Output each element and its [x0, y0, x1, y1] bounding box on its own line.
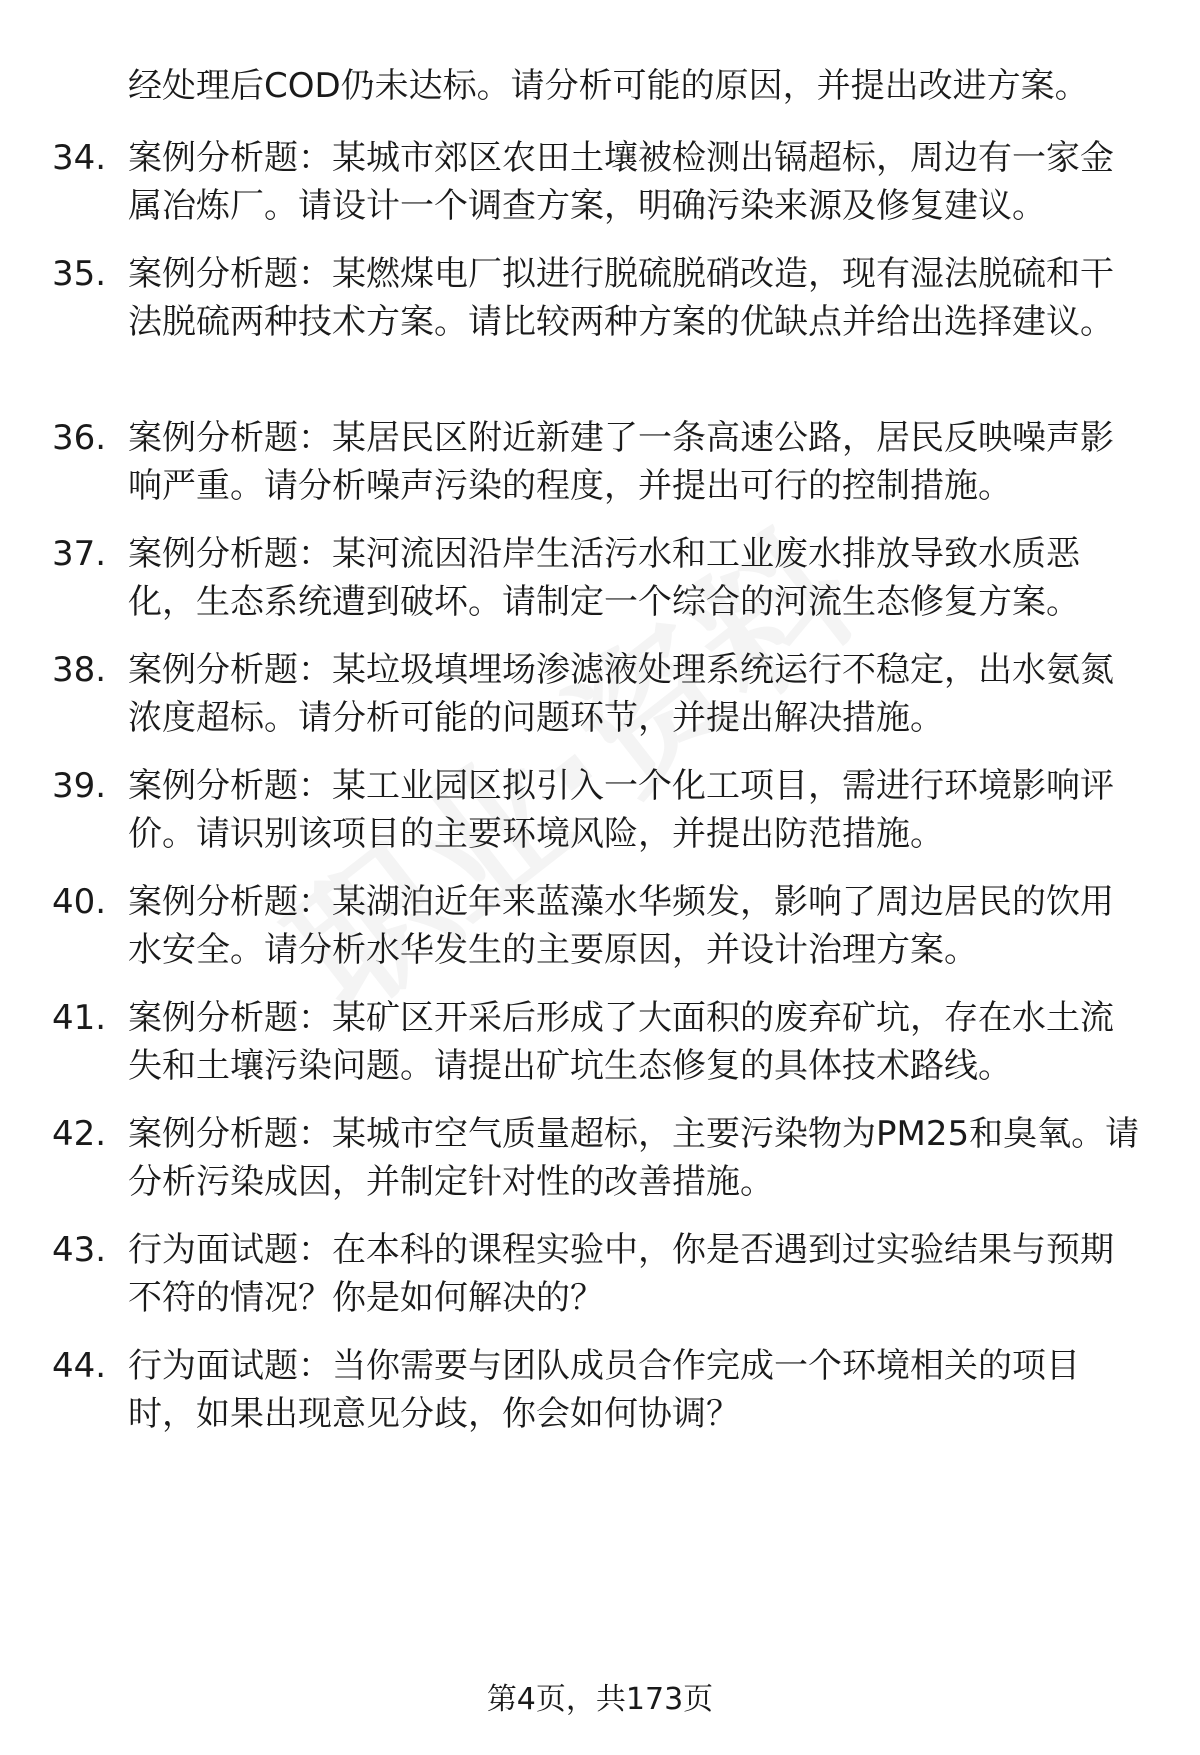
question-text: 行为面试题：在本科的课程实验中，你是否遇到过实验结果与预期不符的情况？你是如何解决的？	[128, 1230, 1114, 1318]
question-number: 41.	[52, 998, 107, 1038]
question-number: 37.	[52, 534, 107, 574]
page-footer: 第4页，共173页	[486, 1682, 714, 1717]
question-text: 案例分析题：某湖泊近年来蓝藻水华频发，影响了周边居民的饮用水安全。请分析水华发生的主要原因，并设计治理方案。	[128, 882, 1114, 970]
question-text: 案例分析题：某垃圾填埋场渗滤液处理系统运行不稳定，出水氨氮浓度超标。请分析可能的问题环节，并提出解决措施。	[128, 650, 1114, 738]
question-text: 案例分析题：某城市空气质量超标，主要污染物为PM25和臭氧。请分析污染成因，并制定针对性的改善措施。	[128, 1114, 1140, 1202]
question-text: 行为面试题：当你需要与团队成员合作完成一个环境相关的项目时，如果出现意见分歧，你会如何协调？	[128, 1346, 1080, 1434]
question-number: 44.	[52, 1346, 107, 1386]
question-number: 38.	[52, 650, 107, 690]
question-number: 40.	[52, 882, 107, 922]
continuation-text: 经处理后COD仍未达标。请分析可能的原因，并提出改进方案。	[128, 66, 1089, 106]
question-number: 42.	[52, 1114, 107, 1154]
question-text: 案例分析题：某河流因沿岸生活污水和工业废水排放导致水质恶化，生态系统遭到破坏。请制定一个综合的河流生态修复方案。	[128, 534, 1080, 622]
question-text: 案例分析题：某矿区开采后形成了大面积的废弃矿坑，存在水土流失和土壤污染问题。请提出矿坑生态修复的具体技术路线。	[128, 998, 1114, 1086]
question-number: 36.	[52, 418, 107, 458]
question-number: 35.	[52, 254, 107, 294]
question-number: 43.	[52, 1230, 107, 1270]
question-text: 案例分析题：某工业园区拟引入一个化工项目，需进行环境影响评价。请识别该项目的主要环境风险，并提出防范措施。	[128, 766, 1114, 854]
question-number: 34.	[52, 138, 107, 178]
question-text: 案例分析题：某居民区附近新建了一条高速公路，居民反映噪声影响严重。请分析噪声污染的程度，并提出可行的控制措施。	[128, 418, 1114, 506]
question-text: 案例分析题：某燃煤电厂拟进行脱硫脱硝改造，现有湿法脱硫和干法脱硫两种技术方案。请比较两种方案的优缺点并给出选择建议。	[128, 254, 1114, 342]
question-text: 案例分析题：某城市郊区农田土壤被检测出镉超标，周边有一家金属冶炼厂。请设计一个调查方案，明确污染来源及修复建议。	[128, 138, 1114, 226]
question-number: 39.	[52, 766, 107, 806]
